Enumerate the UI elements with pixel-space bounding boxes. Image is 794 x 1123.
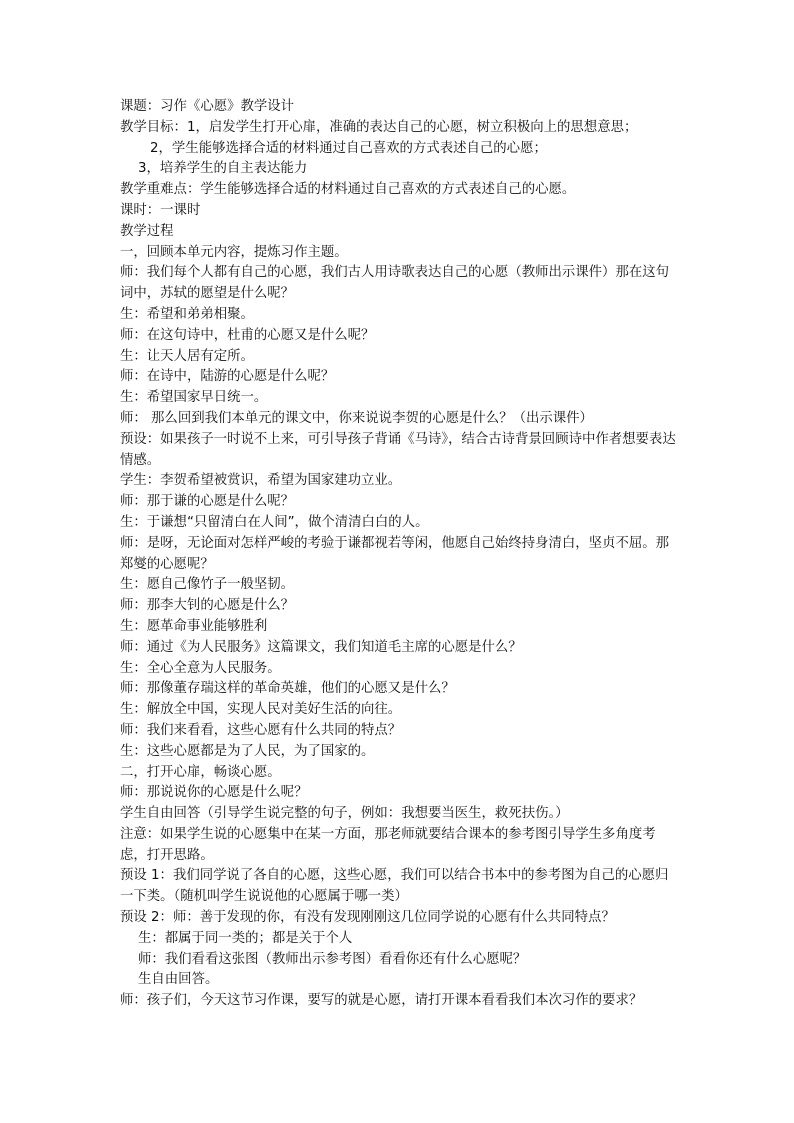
dialogue-line: 师：在诗中，陆游的心愿是什么呢？ bbox=[120, 369, 335, 385]
teaching-goal-1: 教学目标：1，启发学生打开心扉，准确的表达自己的心愿，树立积极向上的思想意思； bbox=[120, 119, 638, 135]
dialogue-line: 生：全心全意为人民服务。 bbox=[120, 660, 281, 676]
lesson-plan-page bbox=[120, 97, 685, 1012]
dialogue-line: 生：都属于同一类的；都是关于个人 bbox=[138, 930, 353, 946]
dialogue-line: 师：那李大钊的心愿是什么？ bbox=[120, 598, 295, 614]
dialogue-line: 师： 那么回到我们本单元的课文中，你来说说李贺的心愿是什么？（出示课件） bbox=[120, 410, 593, 426]
preset-note: 预设：如果孩子一时说不上来，可引导孩子背诵《马诗》，结合古诗背景回顾诗中作者想要表达情感。 bbox=[120, 431, 676, 468]
dialogue-line: 师：那说说你的心愿是什么呢？ bbox=[120, 785, 308, 801]
dialogue-line: 师：通过《为人民服务》这篇课文，我们知道毛主席的心愿是什么？ bbox=[120, 639, 522, 655]
dialogue-line: 生自由回答。 bbox=[138, 972, 219, 988]
dialogue-line: 师：那像董存瑞这样的革命英雄，他们的心愿又是什么？ bbox=[120, 681, 455, 697]
dialogue-line: 师：我们来看看，这些心愿有什么共同的特点？ bbox=[120, 722, 402, 738]
dialogue-line: 学生：李贺希望被赏识，希望为国家建功立业。 bbox=[120, 473, 402, 489]
dialogue-line: 生：于谦想“只留清白在人间”，做个清清白白的人。 bbox=[120, 514, 429, 530]
process-heading: 教学过程 bbox=[120, 223, 174, 239]
free-answer: 学生自由回答（引导学生说完整的句子，例如：我想要当医生，救死扶伤。） bbox=[120, 806, 569, 822]
dialogue-line: 生：这些心愿都是为了人民，为了国家的。 bbox=[120, 743, 375, 759]
preset-1: 预设 1：我们同学说了各自的心愿，这些心愿，我们可以结合书本中的参考图为自己的心愿归一下类。（随机叫学生说说他的心愿属于哪一类） bbox=[120, 868, 669, 905]
dialogue-line: 生：希望国家早日统一。 bbox=[120, 390, 268, 406]
note: 注意：如果学生说的心愿集中在某一方面，那老师就要结合课本的参考图引导学生多角度考虑，打开思路。 bbox=[120, 826, 656, 863]
section-heading-2: 二，打开心扉，畅谈心愿。 bbox=[120, 764, 281, 780]
teaching-goal-2: 2，学生能够选择合适的材料通过自己喜欢的方式表述自己的心愿； bbox=[150, 140, 547, 156]
dialogue-line: 生：解放全中国，实现人民对美好生活的向往。 bbox=[120, 702, 402, 718]
section-heading-1: 一，回顾本单元内容，提炼习作主题。 bbox=[120, 244, 348, 260]
dialogue-line: 生：愿革命事业能够胜利 bbox=[120, 618, 268, 634]
dialogue-line: 生：让天人居有定所。 bbox=[120, 348, 254, 364]
dialogue-line: 生：希望和弟弟相聚。 bbox=[120, 306, 254, 322]
dialogue-line: 师：那于谦的心愿是什么呢？ bbox=[120, 494, 295, 510]
dialogue-line: 生：愿自己像竹子一般坚韧。 bbox=[120, 577, 295, 593]
key-points: 教学重难点：学生能够选择合适的材料通过自己喜欢的方式表述自己的心愿。 bbox=[120, 182, 576, 198]
dialogue-line: 师：孩子们，今天这节习作课，要写的就是心愿，请打开课本看看我们本次习作的要求？ bbox=[120, 993, 643, 1009]
duration: 课时：一课时 bbox=[120, 202, 201, 218]
lesson-title: 课题：习作《心愿》教学设计 bbox=[120, 99, 295, 114]
dialogue-line: 师：我们看看这张图（教师出示参考图）看看你还有什么心愿呢？ bbox=[138, 951, 527, 967]
dialogue-line: 师：在这句诗中，杜甫的心愿又是什么呢？ bbox=[120, 327, 375, 343]
preset-2: 预设 2：师：善于发现的你，有没有发现刚刚这几位同学说的心愿有什么共同特点？ bbox=[120, 910, 615, 926]
teaching-goal-3: 3，培养学生的自主表达能力 bbox=[138, 161, 308, 177]
dialogue-line: 师：我们每个人都有自己的心愿，我们古人用诗歌表达自己的心愿（教师出示课件）那在这句词中，苏轼的愿望是什么呢？ bbox=[120, 265, 670, 302]
dialogue-line: 师：是呀，无论面对怎样严峻的考验于谦都视若等闲，他愿自己始终持身清白，坚贞不屈。那郑燮的心愿呢？ bbox=[120, 535, 670, 572]
